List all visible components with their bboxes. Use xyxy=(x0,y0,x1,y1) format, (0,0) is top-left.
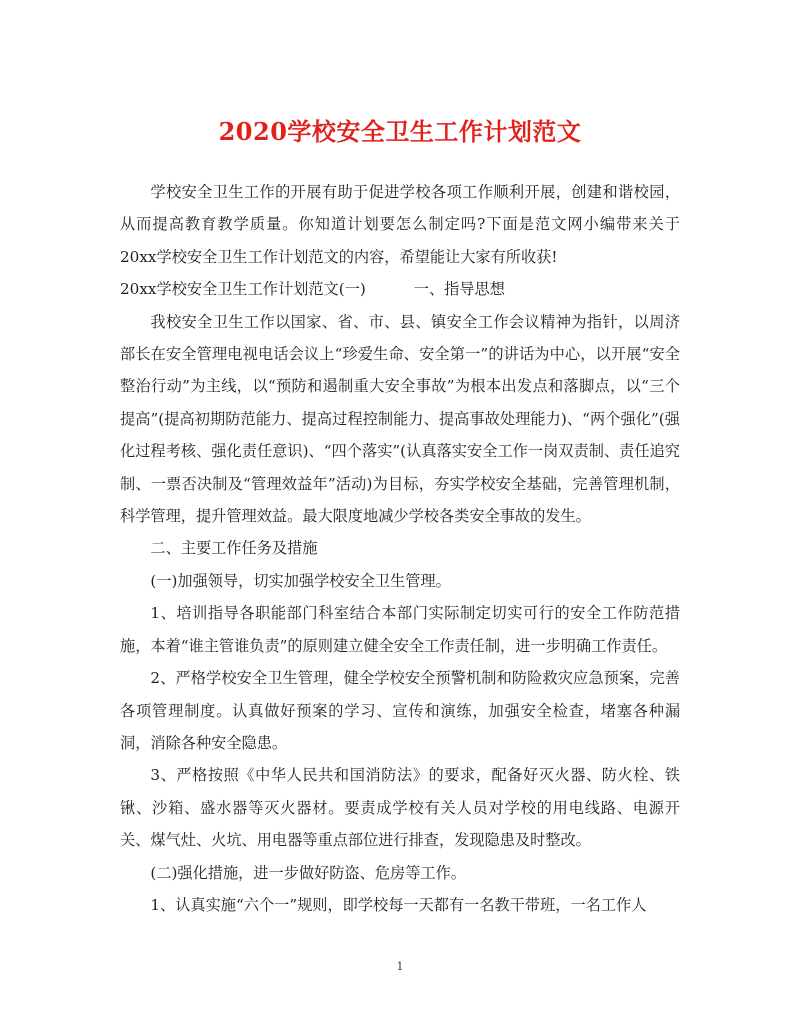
section-subtitle-line xyxy=(120,273,680,305)
paragraph-guiding-thought: 我校安全卫生工作以国家、省、市、县、镇安全工作会议精神为指针，以周济部长在安全管理电视电话会议上“珍爱生命、安全第一”的讲话为中心，以开展“安全整治行动”为主线，以“预防和遏制重大安全事故”为根本出发点和落脚点，以“三个提高”(提高初期防范能力、提高过程控制能力、提高事故处理能力)、“两个强化”(强化过程考核、强化责任意识)、“四个落实”(认真落实安全工作一岗双责制、责任追究制、一票否决制及“管理效益年”活动)为目标，夯实学校安全基础，完善管理机制，科学管理，提升管理效益。最大限度地减少学校各类安全事故的发生。 xyxy=(120,312,680,526)
paragraph-item-4: 1、认真实施“六个一”规则，即学校每一天都有一名教干带班，一名工作人 xyxy=(150,895,647,914)
heading-strengthen-measures: (二)强化措施，进一步做好防盗、危房等工作。 xyxy=(150,863,466,882)
paragraph-item-3: 3、严格按照《中华人民共和国消防法》的要求，配备好灭火器、防火栓、铁锹、沙箱、盛水器等灭火器材。要责成学校有关人员对学校的用电线路、电源开关、煤气灶、火坑、用电器等重点部位进行排查，发现隐患及时整改。 xyxy=(120,766,680,850)
paragraph-item-2: 2、严格学校安全卫生管理，健全学校安全预警机制和防险救灾应急预案，完善各项管理制度。认真做好预案的学习、宣传和演练，加强安全检查，堵塞各种漏洞，消除各种安全隐患。 xyxy=(120,669,680,752)
page-number: 1 xyxy=(396,960,404,973)
heading-strengthen-leadership: (一)加强领导，切实加强学校安全卫生管理。 xyxy=(150,571,451,590)
subtitle-left: 20xx学校安全卫生工作计划范文(一) xyxy=(120,280,366,299)
intro-paragraph: 学校安全卫生工作的开展有助于促进学校各项工作顺利开展，创建和谐校园，从而提高教育教学质量。你知道计划要怎么制定吗?下面是范文网小编带来关于20xx学校安全卫生工作计划范文的内容，希望能让大家有所收获! xyxy=(120,183,680,266)
document-title: 2020学校安全卫生工作计划范文 xyxy=(218,117,582,146)
document-body xyxy=(120,176,680,921)
subtitle-right: 一、指导思想 xyxy=(413,280,505,299)
paragraph-item-1: 1、培训指导各职能部门科室结合本部门实际制定切实可行的安全工作防范措施，本着“谁主管谁负责”的原则建立健全安全工作责任制，进一步明确工作责任。 xyxy=(120,604,680,655)
heading-main-tasks: 二、主要工作任务及措施 xyxy=(150,539,318,558)
